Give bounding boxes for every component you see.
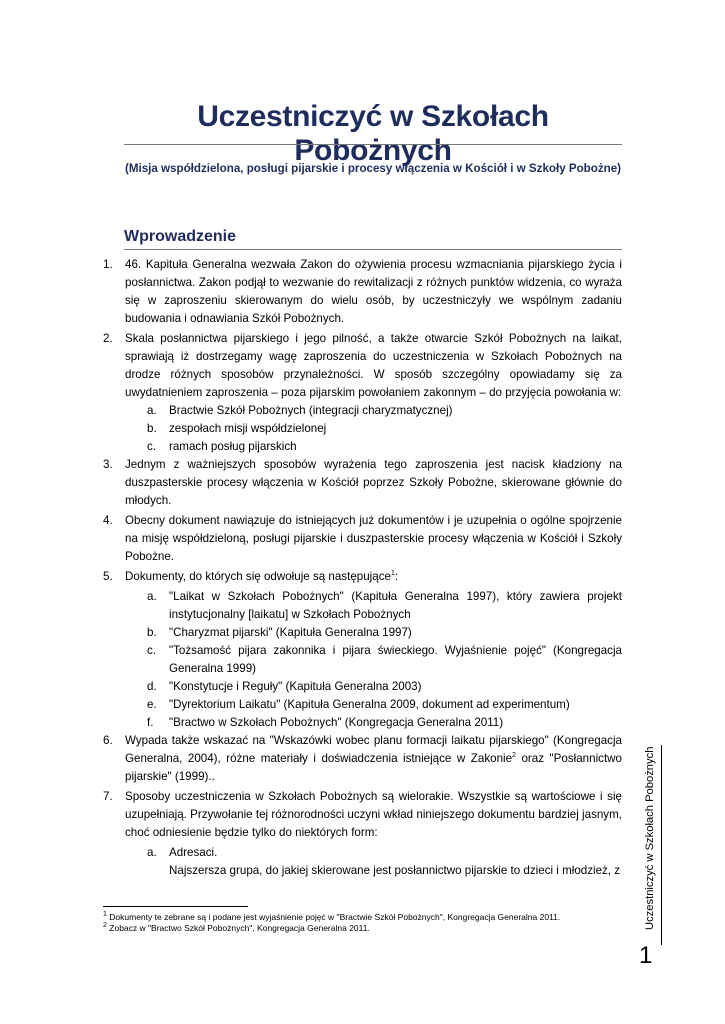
- footnote: [103, 912, 622, 923]
- footnote: [103, 923, 622, 934]
- item-number: 6.: [103, 734, 113, 747]
- sub-item-letter: c.: [147, 644, 157, 657]
- list-item: [103, 330, 622, 402]
- sub-item-text: Adresaci.: [169, 846, 218, 859]
- heading-divider: [124, 249, 622, 250]
- sub-item: [147, 844, 622, 862]
- item-text: Wypada także wskazać na "Wskazówki wobec planu formacji laikatu pijarskiego" (Kongregacja Generalna, 2004), różne materiały i doświadczenia istniejące w Zakonie: [125, 734, 622, 765]
- sub-item: [147, 714, 622, 732]
- document-subtitle: (Misja współdzielona, posługi pijarskie i procesy włączenia w Kościół i w Szkoły Pobożne): [124, 162, 622, 175]
- footnote-divider: [103, 906, 248, 907]
- item-text: Skala posłannictwa pijarskiego i jego pilność, a także otwarcie Szkół Pobożnych na laikat, sprawiają iż dostrzegamy wagę zaproszenia do uczestniczenia w Szkołach Pobożnych na drodze różnych sposobów przynależności. W sposób szczególny opowiadamy się za uwydatnieniem zaproszenia – poza pijarskim powołaniem zakonnym – do przyjęcia powołania w:: [125, 332, 622, 399]
- list-item: [103, 256, 622, 328]
- body-content: [103, 256, 622, 880]
- item-number: 4.: [103, 514, 113, 527]
- sub-item-text: zespołach misji współdzielonej: [169, 422, 327, 435]
- sub-item-text: "Laikat w Szkołach Pobożnych" (Kapituła Generalna 1997), który zawiera projekt instytucjonalny [laikatu] w Szkołach Pobożnych: [169, 590, 622, 621]
- section-heading: Wprowadzenie: [124, 228, 237, 245]
- item-text-tail: oraz "Posłannictwo pijarskie" (1999)..: [125, 752, 622, 783]
- list-item: [103, 732, 622, 786]
- sub-item-text: "Konstytucje i Reguły" (Kapituła Generalna 2003): [169, 680, 422, 693]
- item-text: Jednym z ważniejszych sposobów wyrażenia tego zaproszenia jest nacisk kładziony na duszpasterskie procesy włączenia w Kościół poprzez Szkoły Pobożne, skierowane głównie do młodych.: [125, 458, 622, 507]
- item-number: 1.: [103, 258, 113, 271]
- list-item: [103, 456, 622, 510]
- item-text-tail: :: [394, 570, 399, 583]
- list-item: [103, 568, 622, 586]
- sub-item: [147, 678, 622, 696]
- footnote-number: 1: [103, 911, 107, 919]
- sub-item-text: ramach posług pijarskich: [169, 440, 297, 453]
- sub-item: [147, 588, 622, 624]
- sub-item-text: Bractwie Szkół Pobożnych (integracji charyzmatycznej): [169, 404, 453, 417]
- footnote-ref: 2: [512, 752, 516, 760]
- item-number: 5.: [103, 570, 113, 583]
- sub-item-letter: a.: [147, 846, 157, 859]
- sub-item-text: "Dyrektorium Laikatu" (Kapituła Generalna 2009, dokument ad experimentum): [169, 698, 570, 711]
- sub-item-text: "Charyzmat pijarski" (Kapituła Generalna 1997): [169, 626, 412, 639]
- sub-item-letter: f.: [147, 716, 154, 729]
- item-text: 46. Kapituła Generalna wezwała Zakon do ożywienia procesu wzmacniania pijarskiego życia i posłannictwa. Zakon podjął to wezwanie do rewitalizacji z różnych punktów widzenia, co wyraża się w zaproszeniu skierowanym do wielu osób, by uczestniczyły we wspólnym zadaniu budowania i odnawiania Szkół Pobożnych.: [125, 258, 622, 325]
- sub-item-letter: c.: [147, 440, 157, 453]
- page-number: 1: [639, 942, 653, 969]
- footnote-ref: 1: [390, 570, 395, 578]
- sub-item-letter: b.: [147, 626, 157, 639]
- sub-item-letter: b.: [147, 422, 157, 435]
- item-text: Obecny dokument nawiązuje do istniejących już dokumentów i je uzupełnia o ogólne spojrzenie na misję współdzieloną, posługi pijarskie i duszpasterskie procesy włączenia w Kościół i Szkoły Pobożne.: [125, 514, 622, 563]
- running-header-vertical: Uczestniczyć w Szkołach Pobożnych: [644, 746, 656, 930]
- sub-item-text: "Bractwo w Szkołach Pobożnych" (Kongregacja Generalna 2011): [169, 716, 504, 729]
- footnote-text: Dokumenty te zebrane są i podane jest wyjaśnienie pojęć w "Bractwie Szkół Pobożnych", Kongregacja Generalna 2011.: [109, 912, 561, 922]
- document-title: Uczestniczyć w Szkołach Pobożnych: [197, 100, 549, 167]
- sub-item-letter: d.: [147, 680, 157, 693]
- list-item: [103, 788, 622, 842]
- sub-item-paragraph: Najszersza grupa, do jakiej skierowane jest posłannictwo pijarskie to dzieci i młodzież, z: [169, 864, 621, 877]
- item-text: Sposoby uczestniczenia w Szkołach Pobożnych są wielorakie. Wszystkie są wartościowe i się uzupełniają. Przywołanie tej różnorodności uczyni wkład niniejszego dokumentu bardziej jasnym, choć odniesienie będzie tylko do niektórych form:: [125, 790, 622, 839]
- item-number: 7.: [103, 790, 113, 803]
- sub-item: [147, 420, 622, 438]
- sub-item-letter: a.: [147, 590, 157, 603]
- side-divider: [661, 745, 662, 945]
- item-text-wrap: [125, 732, 622, 786]
- title-divider: [124, 144, 622, 145]
- sub-item-letter: a.: [147, 404, 157, 417]
- item-number: 2.: [103, 332, 113, 345]
- list-item: [103, 512, 622, 566]
- sub-item-letter: e.: [147, 698, 157, 711]
- item-text: Dokumenty, do których się odwołuje są następujące: [125, 570, 391, 583]
- sub-item: [147, 402, 622, 420]
- footnotes: [103, 912, 622, 934]
- sub-item: [147, 438, 622, 456]
- sub-item: [147, 624, 622, 642]
- sub-item-text: "Tożsamość pijara zakonnika i pijara świeckiego. Wyjaśnienie pojęć" (Kongregacja Generalna 1999): [169, 644, 622, 675]
- sub-item: [147, 642, 622, 678]
- footnote-number: 2: [103, 922, 107, 930]
- item-number: 3.: [103, 458, 113, 471]
- item-text-wrap: [125, 568, 622, 586]
- sub-item: [147, 696, 622, 714]
- footnote-text: Zobacz w "Bractwo Szkół Pobożnych", Kongregacja Generalna 2011.: [109, 923, 370, 933]
